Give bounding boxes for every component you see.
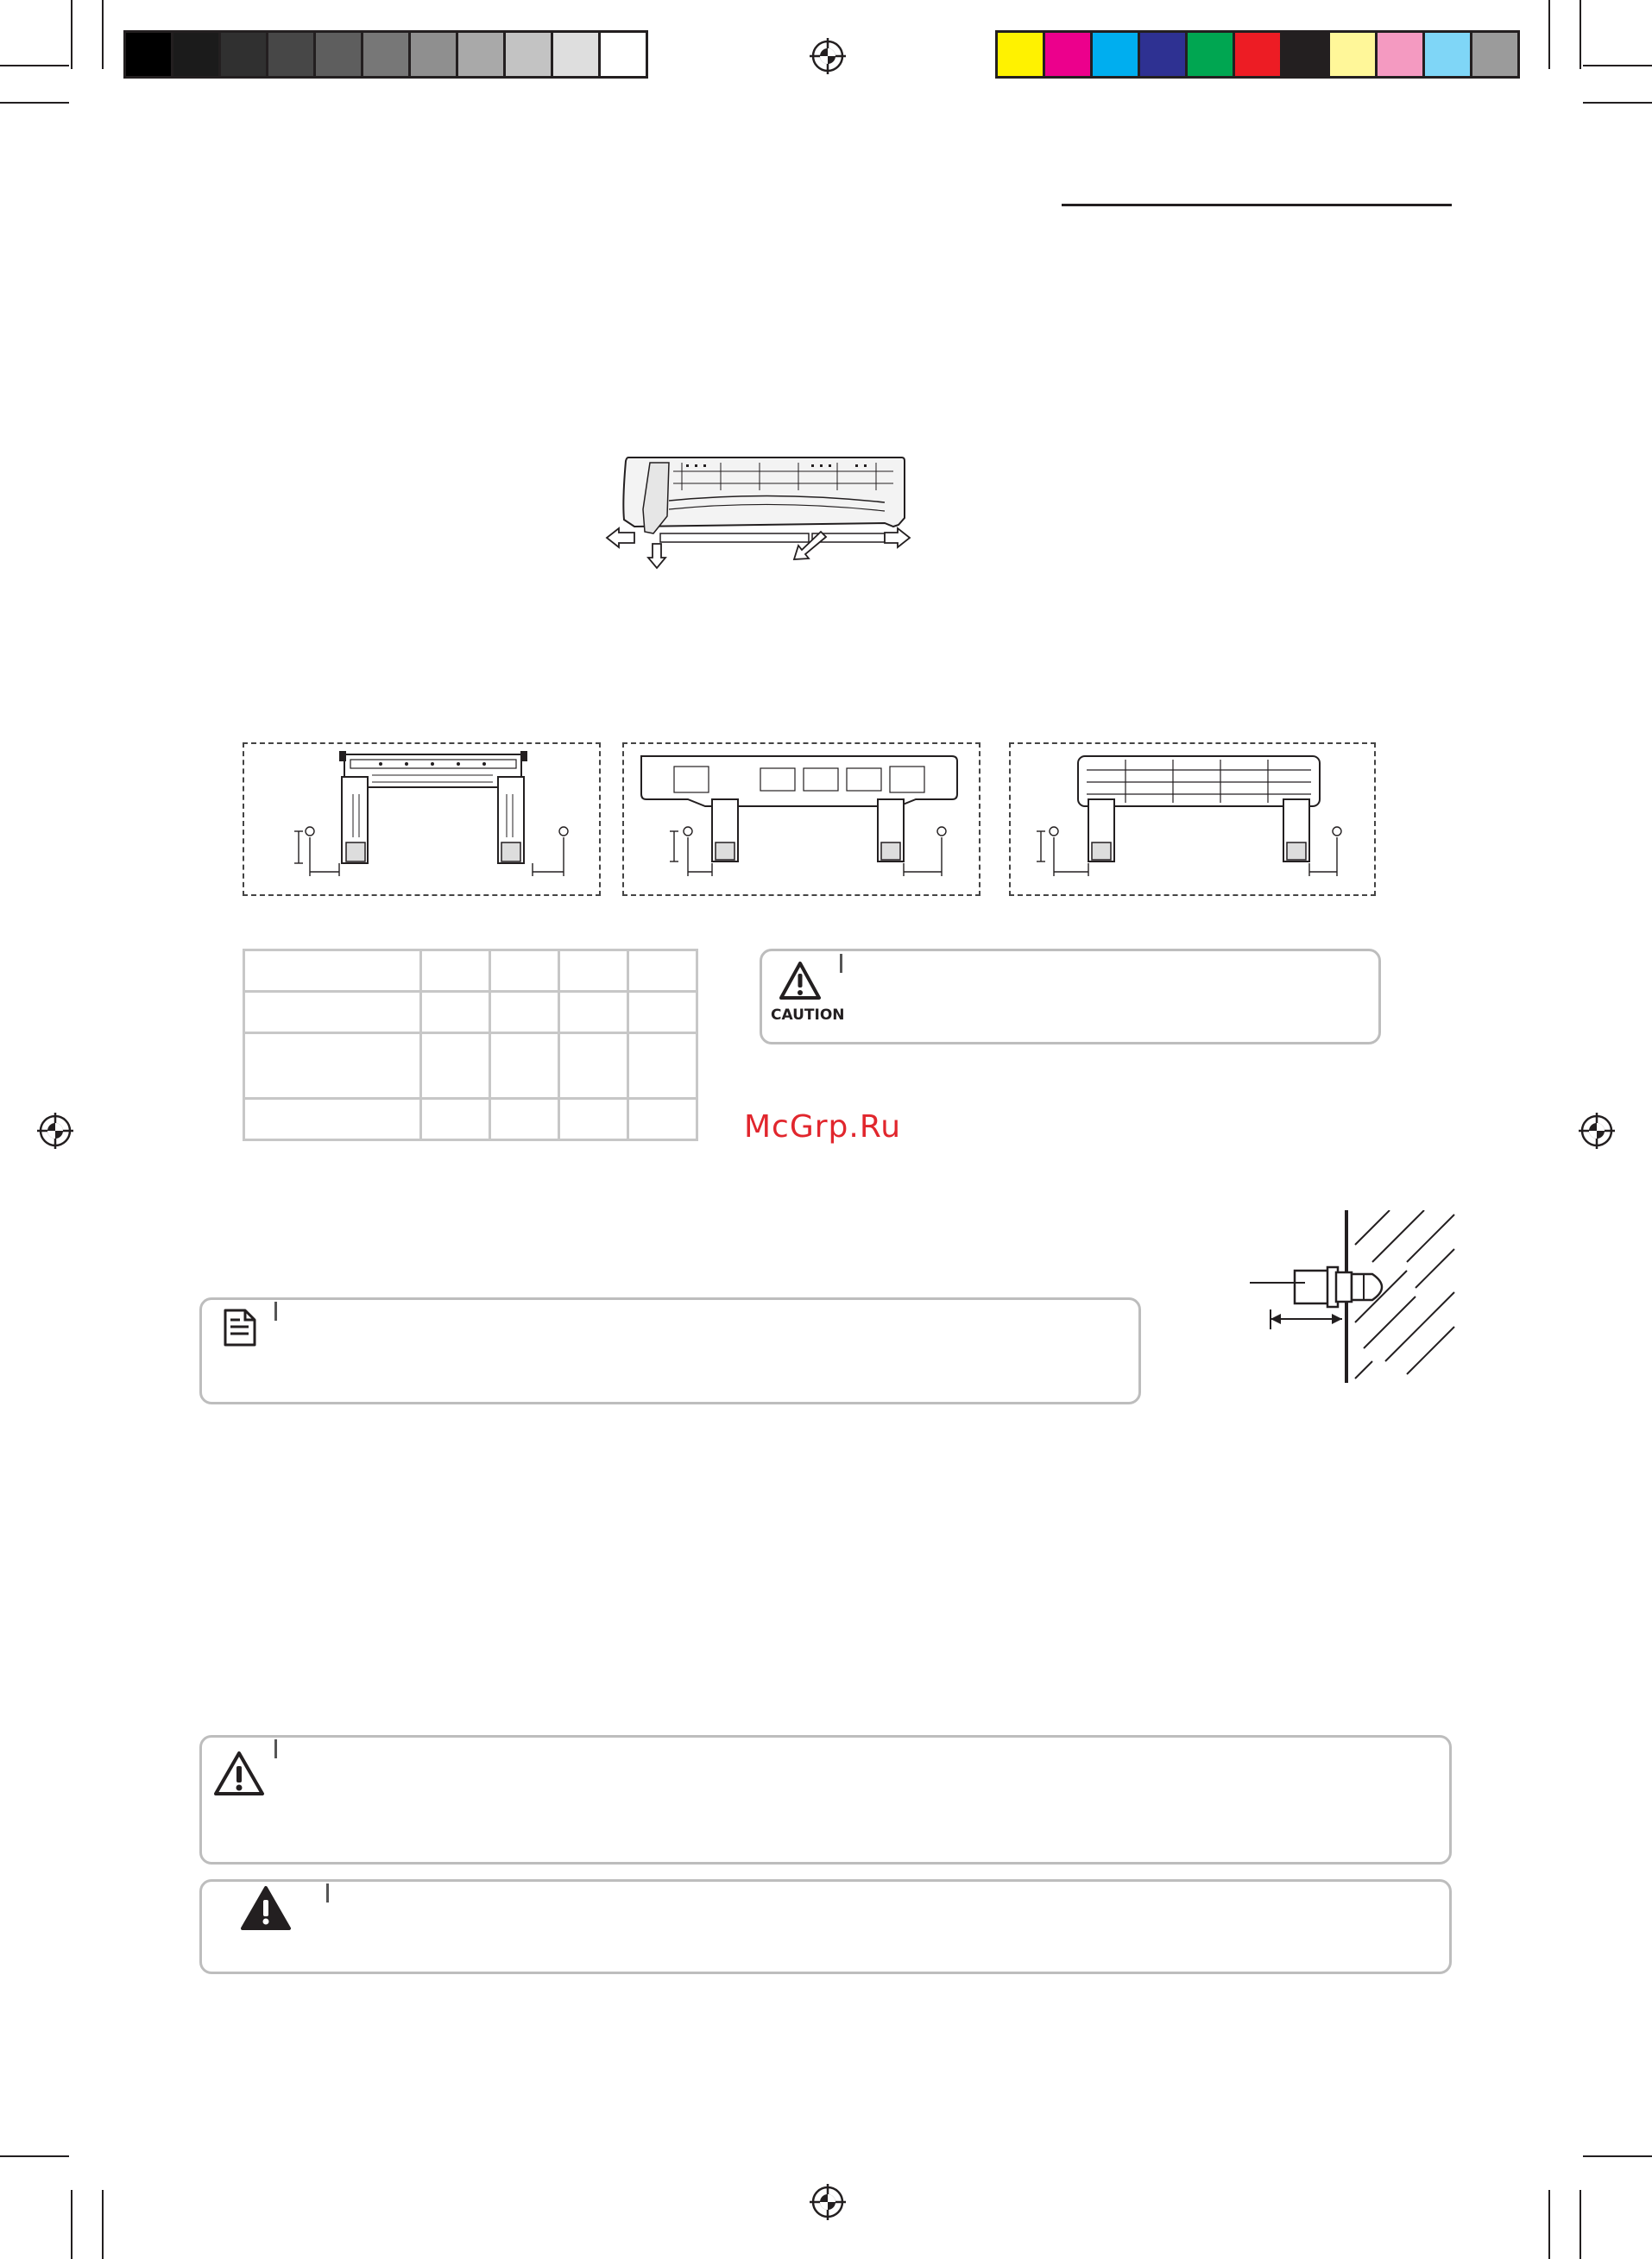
color-swatch: [218, 30, 268, 79]
table-row: [244, 1033, 697, 1099]
crop-mark-tl-v: [71, 0, 73, 69]
color-swatch: [503, 30, 553, 79]
registration-mark-top-icon: [810, 38, 846, 74]
crop-mark-br-v2: [1548, 2190, 1550, 2259]
caution-box-divider: [840, 954, 842, 973]
color-swatch: [1138, 30, 1188, 79]
table-row: [244, 992, 697, 1033]
note-box: [199, 1297, 1141, 1404]
crop-mark-tr-v: [1579, 0, 1581, 69]
warning-box: [199, 1879, 1452, 1974]
caution-box-bottom-divider: [274, 1739, 277, 1758]
registration-mark-bottom-icon: [810, 2184, 846, 2220]
crop-mark-tr-h2: [1583, 65, 1652, 66]
indoor-unit-piping-diagram: [600, 449, 921, 578]
color-swatch: [1327, 30, 1378, 79]
color-swatch: [123, 30, 173, 79]
color-swatch: [1470, 30, 1520, 79]
spec-table: [243, 949, 698, 1141]
color-swatch: [1233, 30, 1283, 79]
note-box-divider: [274, 1302, 277, 1321]
color-swatch: [313, 30, 363, 79]
crop-mark-tr-h: [1583, 102, 1652, 104]
watermark-text: McGrp.Ru: [744, 1109, 902, 1145]
table-row: [244, 950, 697, 992]
color-swatch: [1375, 30, 1425, 79]
caution-box-bottom: [199, 1735, 1452, 1865]
registration-mark-left-icon: [37, 1113, 73, 1149]
color-swatch: [1043, 30, 1093, 79]
crop-mark-tl-h: [0, 102, 69, 104]
installation-plate-drawing-2: [622, 742, 980, 896]
color-swatch: [551, 30, 601, 79]
crop-mark-bl-v2: [102, 2190, 104, 2259]
crop-mark-br-v: [1579, 2190, 1581, 2259]
crop-mark-bl-v: [71, 2190, 73, 2259]
color-swatch: [1090, 30, 1140, 79]
crop-mark-tr-v2: [1548, 0, 1550, 69]
color-swatch: [995, 30, 1045, 79]
caution-outline-icon: [212, 1750, 266, 1798]
crop-mark-br-h: [1583, 2155, 1652, 2157]
wall-pipe-detail-diagram: [1243, 1210, 1459, 1383]
registration-mark-right-icon: [1579, 1113, 1615, 1149]
color-swatch: [1185, 30, 1235, 79]
crop-mark-tl-h2: [0, 65, 69, 66]
caution-icon: [779, 960, 822, 1003]
warning-filled-icon: [240, 1885, 292, 1932]
installation-plate-drawing-3: [1009, 742, 1376, 896]
color-swatch: [266, 30, 316, 79]
color-swatch: [361, 30, 411, 79]
color-swatch: [598, 30, 648, 79]
color-swatch: [456, 30, 506, 79]
warning-box-divider: [326, 1884, 329, 1902]
color-swatch: [1422, 30, 1472, 79]
note-icon: [223, 1308, 257, 1347]
caution-label: CAUTION: [771, 1006, 845, 1024]
table-row: [244, 1099, 697, 1140]
crop-mark-bl-h: [0, 2155, 69, 2157]
color-swatch: [1280, 30, 1330, 79]
crop-mark-tl-v2: [102, 0, 104, 69]
caution-box: [760, 949, 1381, 1044]
color-swatch: [171, 30, 221, 79]
color-swatch: [408, 30, 458, 79]
installation-plate-drawing-1: [243, 742, 601, 896]
header-rule: [1062, 204, 1452, 206]
